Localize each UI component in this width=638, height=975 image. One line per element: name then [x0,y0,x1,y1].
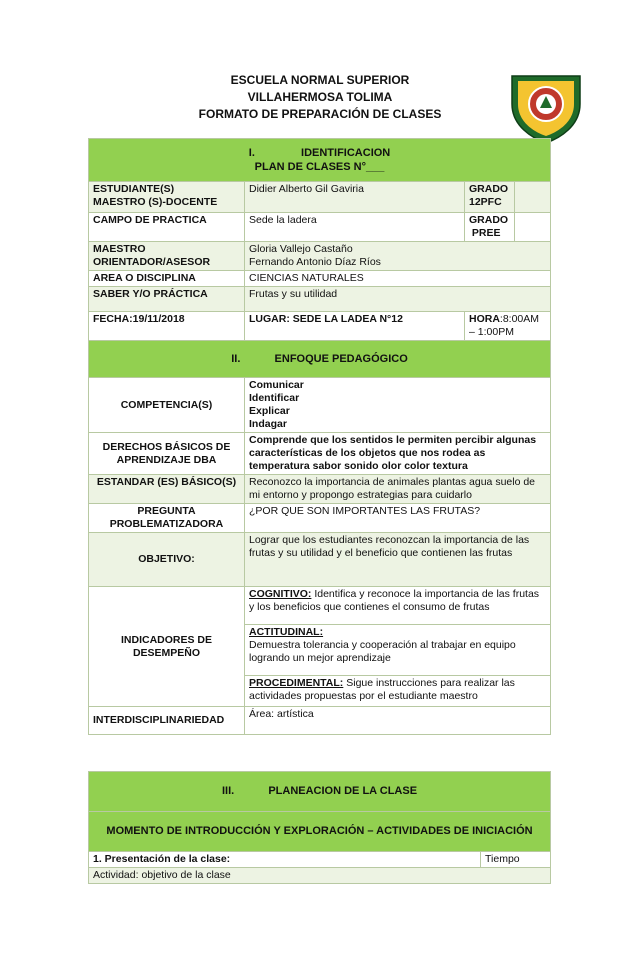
section-title: IDENTIFICACION [301,147,391,159]
cognitivo-value: Identifica y reconoce la importancia de las frutas y los beneficios que contienes el consumo de frutas [249,588,540,613]
row-dba [89,433,551,475]
competencia-item: Indagar [249,418,287,430]
document-title: FORMATO DE PREPARACIÓN DE CLASES [198,107,442,121]
fecha-text: FECHA:19/11/2018 [89,312,245,341]
competencia-label: COMPETENCIA(S) [89,378,245,433]
lugar-text: LUGAR: SEDE LA LADEA N°12 [245,312,465,341]
saber-value: Frutas y su utilidad [245,287,551,312]
estandar-value: Reconozco la importancia de animales plantas agua suelo de mi entorno y propongo estrategias para cuidarlo [245,475,551,504]
row-interdisciplinariedad [89,707,551,735]
row-saber [89,287,551,312]
section-number: I. [248,147,255,159]
section-enfoque-header [89,341,551,378]
planeacion-table [88,771,551,884]
dba-label: DERECHOS BÁSICOS DE APRENDIZAJE DBA [89,433,245,475]
grado2-value: PREE [471,227,501,239]
actitudinal-value: Demuestra tolerancia y cooperación al trabajar en equipo logrando un mejor aprendizaje [249,639,516,664]
row-estandar [89,475,551,504]
campo-value: Sede la ladera [245,213,465,242]
procedimental-value: Sigue instrucciones para realizar las actividades propuestas por el estudiante maestro [249,677,515,702]
row-maestro [89,242,551,271]
section-identificacion-header [89,139,551,182]
saber-label: SABER Y/O PRÁCTICA [89,287,245,312]
grado-label: GRADO [469,183,509,195]
section-title: ENFOQUE PEDAGÓGICO [274,352,408,365]
competencia-item: Explicar [249,405,290,417]
row-area [89,271,551,287]
row-estudiante [89,182,551,213]
section-number: III. [221,785,235,797]
presentacion-label: 1. Presentación de la clase: [89,852,481,868]
school-crest-logo [508,70,584,144]
estudiante-value: Didier Alberto Gil Gaviria [245,182,465,213]
actividad-text: Actividad: objetivo de la clase [89,868,551,884]
pregunta-value: ¿POR QUE SON IMPORTANTES LAS FRUTAS? [245,504,551,533]
row-actividad [89,868,551,884]
school-location: VILLAHERMOSA TOLIMA [247,90,393,104]
maestro-value-2: Fernando Antonio Díaz Ríos [249,256,381,268]
row-campo [89,213,551,242]
hora-start: :8:00AM [499,313,540,325]
objetivo-value: Lograr que los estudiantes reconozcan la importancia de las frutas y su utilidad y el beneficio que contienen las frutas [245,533,551,587]
orientador-label: ORIENTADOR/ASESOR [93,256,211,268]
grado2-label: GRADO [469,214,509,226]
dba-value: Comprende que los sentidos le permiten percibir algunas características de los objetos que nos rodea as temperatura sabor sonido olor color textura [245,433,551,475]
indicadores-label: INDICADORES DE DESEMPEÑO [89,587,245,707]
competencia-item: Identificar [249,392,300,404]
momento-header [89,812,551,852]
hora-end: – 1:00PM [469,326,514,338]
procedimental-label: PROCEDIMENTAL: [249,677,344,689]
maestro-docente-label: MAESTRO (S)-DOCENTE [93,196,218,208]
inter-value: Área: artística [245,707,551,735]
cognitivo-label: COGNITIVO: [249,588,312,600]
section-planeacion-header [89,772,551,812]
tiempo-label: Tiempo [481,852,551,868]
maestro-value-1: Gloria Vallejo Castaño [249,243,353,255]
momento-title: MOMENTO DE INTRODUCCIÓN Y EXPLORACIÓN – ACTIVIDADES DE INICIACIÓN [89,812,551,852]
row-objetivo [89,533,551,587]
estudiante-label: ESTUDIANTE(S) [93,183,175,195]
row-fecha [89,312,551,341]
pregunta-label: PREGUNTA PROBLEMATIZADORA [89,504,245,533]
hora-label: HORA [469,313,500,325]
row-cognitivo [89,587,551,625]
grado-value: 12PFC [469,196,502,208]
actitudinal-label: ACTITUDINAL: [249,626,324,638]
area-label: AREA O DISCIPLINA [89,271,245,287]
maestro-label: MAESTRO [93,243,146,255]
inter-label: INTERDISCIPLINARIEDAD [89,707,245,735]
row-competencia [89,378,551,433]
plan-number: PLAN DE CLASES N°___ [254,161,385,173]
lesson-plan-table [88,138,551,735]
area-value: CIENCIAS NATURALES [245,271,551,287]
section-title: PLANEACION DE LA CLASE [268,785,418,797]
row-pregunta [89,504,551,533]
estandar-label: ESTANDAR (ES) BÁSICO(S) [89,475,245,504]
campo-label: CAMPO DE PRACTICA [89,213,245,242]
section-number: II. [231,352,241,365]
row-presentacion [89,852,551,868]
objetivo-label: OBJETIVO: [89,533,245,587]
competencia-item: Comunicar [249,379,304,391]
school-name: ESCUELA NORMAL SUPERIOR [230,73,410,87]
